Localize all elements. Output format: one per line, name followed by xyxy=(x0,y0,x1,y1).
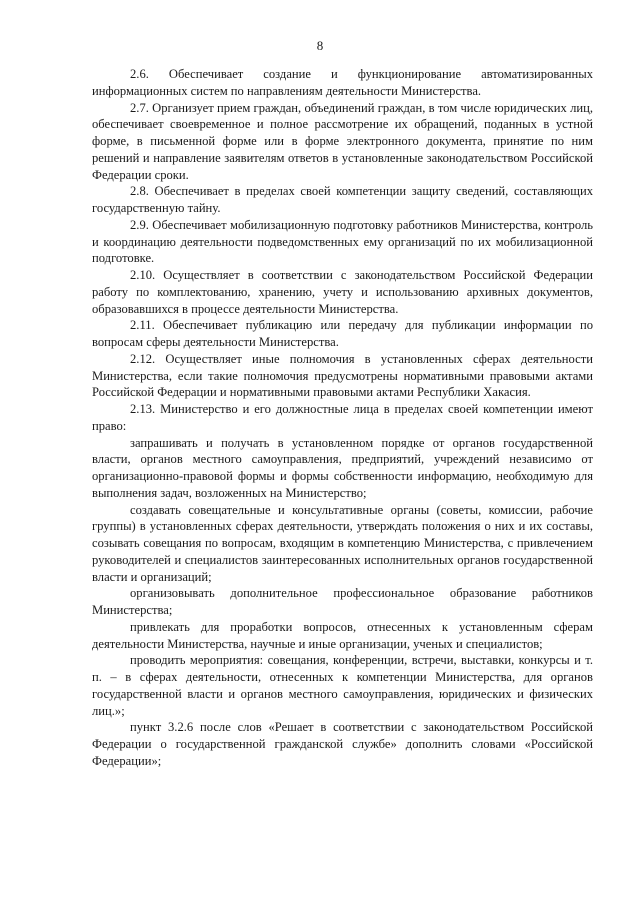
paragraph-2-8: 2.8. Обеспечивает в пределах своей компетенции защиту сведений, составляющих государственную тайну. xyxy=(92,184,593,215)
right-hold-events: проводить мероприятия: совещания, конференции, встречи, выставки, конкурсы и т. п. – в сферах деятельности, отнесенных к компетенции Министерства, для органов государственной власти и органов местного самоуправления, юридических и физических лиц.»; xyxy=(92,653,593,718)
paragraph-2-9: 2.9. Обеспечивает мобилизационную подготовку работников Министерства, контроль и координацию деятельности подведомственных ему организаций по их мобилизационной подготовке. xyxy=(92,217,593,266)
right-create-advisory-bodies: создавать совещательные и консультативные органы (советы, комиссии, рабочие группы) в установленных сферах деятельности, утверждать положения о них и их составы, созывать совещания по вопросам, входящим в компетенцию Министерства, с привлечением руководителей и специалистов заинтересованных исполнительных органов государственной власти и организаций; xyxy=(92,502,593,584)
paragraph-2-13: 2.13. Министерство и его должностные лица в пределах своей компетенции имеют право: xyxy=(92,402,593,433)
page-number: 8 xyxy=(316,38,324,53)
right-organize-education: организовывать дополнительное профессиональное образование работников Министерства; xyxy=(92,586,593,617)
right-engage-organizations: привлекать для проработки вопросов, отнесенных к установленным сферам деятельности Министерства, научные и иные организации, ученых и специалистов; xyxy=(92,619,593,651)
paragraph-2-6: 2.6. Обеспечивает создание и функционирование автоматизированных информационных систем по направлениям деятельности Министерства. xyxy=(92,67,593,98)
right-request-information: запрашивать и получать в установленном порядке от органов государственной власти, органов местного самоуправления, предприятий, учреждений независимо от организационно-правовой формы и формы собственности информацию, необходимую для выполнения задач, возложенных на Министерство; xyxy=(92,435,593,500)
paragraph-2-12: 2.12. Осуществляет иные полномочия в установленных сферах деятельности Министерства, если такие полномочия предусмотрены нормативными правовыми актами Российской Федерации и нормативными правовыми актами Республики Хакасия. xyxy=(92,351,593,400)
document-body xyxy=(92,66,593,770)
amendment-clause-3-2-6: пункт 3.2.6 после слов «Решает в соответствии с законодательством Российской Федерации о государственной гражданской службе» дополнить словами «Российской Федерации»; xyxy=(92,720,593,768)
paragraph-2-11: 2.11. Обеспечивает публикацию или передачу для публикации информации по вопросам сферы деятельности Министерства. xyxy=(92,318,593,349)
paragraph-2-10: 2.10. Осуществляет в соответствии с законодательством Российской Федерации работу по комплектованию, хранению, учету и использованию архивных документов, образовавшихся в процессе деятельности Министерства. xyxy=(92,268,593,316)
paragraph-2-7: 2.7. Организует прием граждан, объединений граждан, в том числе юридических лиц, обеспечивает своевременное и полное рассмотрение их обращений, поданных в устной форме, в письменной форме или в форме электронного документа, принятие по ним решений и направление заявителям ответов в установленные законодательством Российской Федерации сроки. xyxy=(92,100,593,182)
